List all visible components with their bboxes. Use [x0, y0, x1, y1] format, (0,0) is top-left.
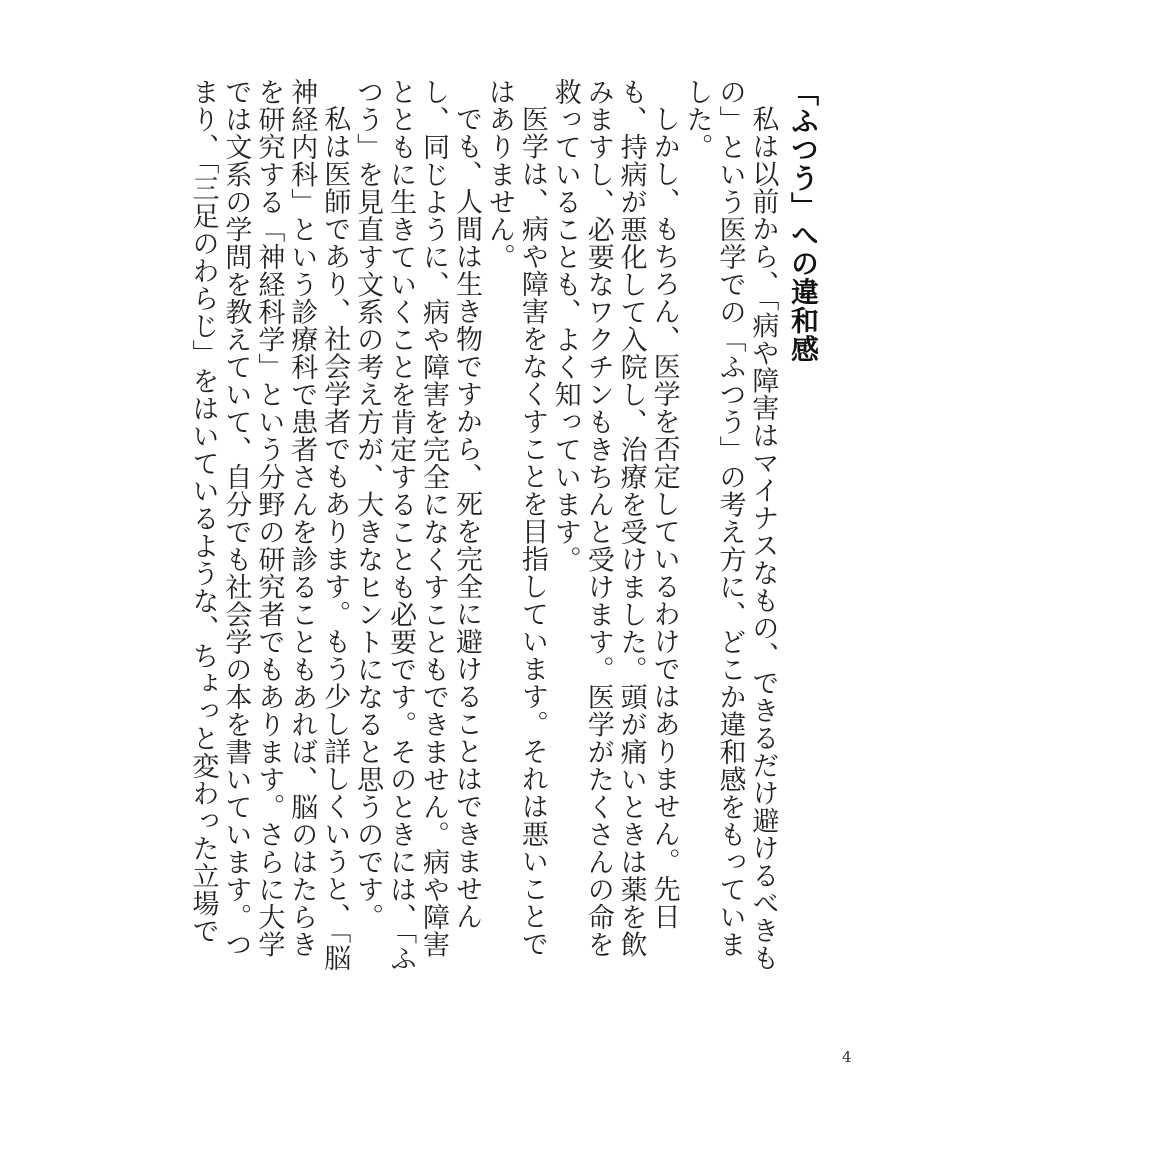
- paragraph-3: 医学は、病や障害をなくすことを目指しています。それは悪いことではありません。: [483, 78, 548, 958]
- paragraph-2: しかし、もちろん、医学を否定しているわけではありません。先日も、持病が悪化して入院し、治療を受けました。頭が痛いときは薬を飲みますし、必要なワクチンもきちんと受けます。医学がたくさんの命を救っていることも、よく知っています。: [549, 78, 680, 958]
- page-number: 4: [842, 1048, 852, 1066]
- section-heading: 「ふつう」への違和感: [787, 78, 820, 363]
- paragraph-5: 私は医師であり、社会学者でもあります。もう少し詳しくいうと、「脳神経内科」という診療科で患者さんを診ることもあれば、脳のはたらきを研究する「神経科学」という分野の研究者でもあります。さらに大学では文系の学問を教えていて、自分でも社会学の本を書いています。つまり、「三足のわらじ」をはいているような、ちょっと変わった立場で: [187, 78, 351, 972]
- paragraph-4: でも、人間は生き物ですから、死を完全に避けることはできませんし、同じように、病や障害を完全になくすこともできません。病や障害とともに生きていくことを肯定することも必要です。そのときには、「ふつう」を見直す文系の考え方が、大きなヒントになると思うのです。: [352, 78, 482, 972]
- vertical-text-block: [186, 78, 820, 978]
- paragraph-1: 私は以前から、「病や障害はマイナスなもの、できるだけ避けるべきもの」という医学での「ふつう」の考え方に、どこか違和感をもっていました。: [681, 78, 779, 972]
